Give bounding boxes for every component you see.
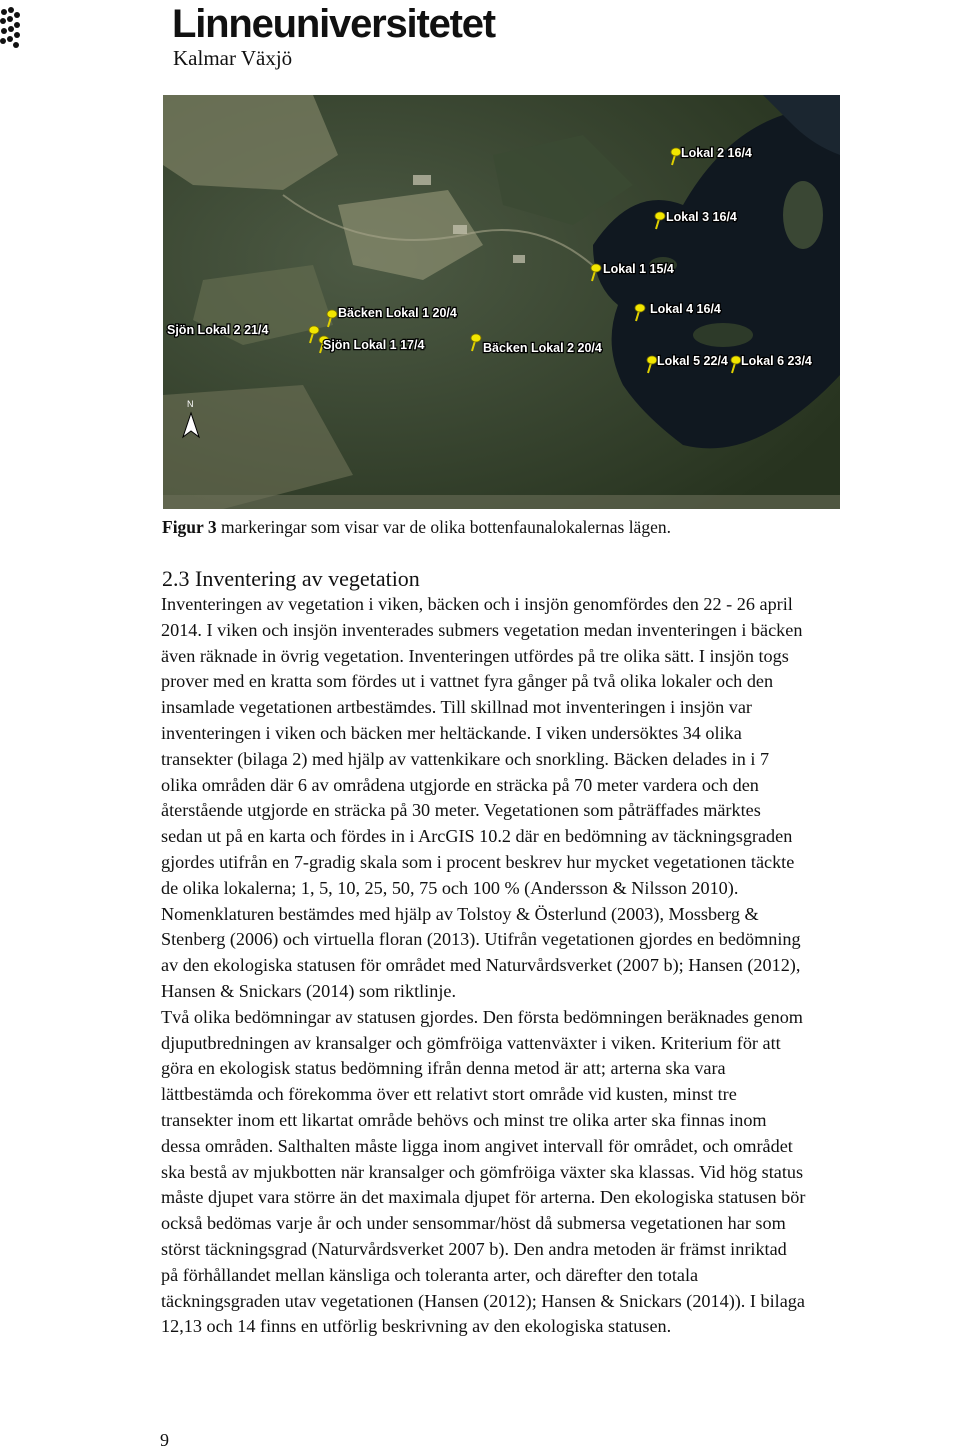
pushpin-icon xyxy=(671,148,681,156)
body-line: Nomenklaturen bestämdes med hjälp av Tolstoy & Österlund (2003), Mossberg & xyxy=(161,903,759,924)
body-line: Hansen & Snickars (2014) som riktlinje. xyxy=(161,980,456,1001)
body-line: 2014. I viken och insjön inventerades submers vegetation medan inventeringen i bäcken xyxy=(161,619,803,640)
body-line: även räknade in övrig vegetation. Inventeringen utfördes på tre olika sätt. I insjön togs xyxy=(161,645,789,666)
body-line: dessa områden. Salthalten måste ligga inom angivet intervall för området, och området xyxy=(161,1135,793,1156)
pushpin-icon xyxy=(471,334,481,342)
body-line: täckningsgraden utav vegetationen (Hansen (2012); Hansen & Snickars (2014)). I bilaga xyxy=(161,1290,805,1311)
body-line: inventeringen i viken och bäcken mer heltäckande. I viken undersöktes 34 olika xyxy=(161,722,742,743)
body-line: olika områden där 6 av områdena utgjorde en sträcka på 70 meter vardera och den xyxy=(161,774,759,795)
pushpin-icon xyxy=(655,212,665,220)
map-pin-label: Lokal 1 15/4 xyxy=(603,262,674,276)
pushpin-icon xyxy=(647,356,657,364)
body-line: måste djupet vara större än det maximala djupet för arterna. Den ekologiska statusen bör xyxy=(161,1187,806,1208)
pushpin-icon xyxy=(591,264,601,272)
satellite-map-figure xyxy=(163,95,840,509)
body-line: Stenberg (2006) och virtuella floran (2013). Utifrån vegetationen gjordes en bedömning xyxy=(161,929,801,950)
body-line: prover med en kratta som fördes ut i vattnet fyra gånger på två olika lokaler och den xyxy=(161,671,774,692)
map-pin-label: Lokal 2 16/4 xyxy=(681,146,752,160)
page-number: 9 xyxy=(160,1430,169,1450)
university-logo xyxy=(0,0,560,80)
map-pin-label: Lokal 5 22/4 xyxy=(657,354,728,368)
map-pin-label: Lokal 6 23/4 xyxy=(741,354,812,368)
body-line: återstående utgjorde en sträcka på 30 meter. Vegetationen som påträffades märktes xyxy=(161,800,761,821)
pushpin-icon xyxy=(731,356,741,364)
body-line: transekter inom ett likartat område behövs och minst tre olika arter ska finnas inom xyxy=(161,1109,767,1130)
map-pin-label: Lokal 4 16/4 xyxy=(650,302,721,316)
body-line: av den ekologiska statusen för området med Naturvårdsverket (2007 b); Hansen (2012), xyxy=(161,955,801,976)
map-pin-label: Lokal 3 16/4 xyxy=(666,210,737,224)
map-pin-label: Sjön Lokal 1 17/4 xyxy=(323,338,425,352)
body-line: transekter (bilaga 2) med hjälp av vattenkikare och snorkling. Bäcken delades in i 7 xyxy=(161,748,770,769)
body-line: ska bestå av mjukbotten när kransalger och gömfröiga växter ska klassas. Vid hög status xyxy=(161,1161,804,1182)
map-pin-label: Sjön Lokal 2 21/4 xyxy=(167,323,269,337)
logo-mark-icon xyxy=(0,6,22,52)
map-pin xyxy=(319,336,424,353)
figure-caption-text: markeringar som visar var de olika bottenfaunalokalernas lägen. xyxy=(216,517,671,537)
body-line: insamlade vegetationen artbestämdes. Till skillnad mot inventeringen i insjön var xyxy=(161,697,752,718)
body-line: sedan ut på en karta och fördes in i ArcGIS 10.2 där en bedömning av täckningsgraden xyxy=(161,826,793,847)
body-line: Två olika bedömningar av statusen gjordes. Den första bedömningen beräknades genom xyxy=(161,1006,803,1027)
svg-text:N: N xyxy=(187,399,194,409)
section-heading: 2.3 Inventering av vegetation xyxy=(162,566,420,591)
body-line: på förhållandet mellan känsliga och toleranta arter, och därefter den totala xyxy=(161,1264,699,1285)
pushpin-icon xyxy=(309,326,319,334)
pushpin-icon xyxy=(635,304,645,312)
pushpin-icon xyxy=(327,310,337,318)
body-line: också bedömas varje år och under sensommar/höst då submersa vegetationen har som xyxy=(161,1213,786,1234)
section-body xyxy=(161,592,960,1340)
map-image xyxy=(163,95,840,509)
body-line: gjordes utifrån en 7-gradig skala som i procent beskrev hur mycket vegetationen täckte xyxy=(161,851,795,872)
figure-caption-label: Figur 3 xyxy=(162,517,217,537)
logo-subtitle: Kalmar Växjö xyxy=(173,46,293,70)
map-pin-label: Bäcken Lokal 1 20/4 xyxy=(338,306,457,320)
body-line: Inventeringen av vegetation i viken, bäcken och i insjön genomfördes den 22 - 26 april xyxy=(161,594,793,614)
body-line: 12,13 och 14 finns en utförlig beskrivning av den ekologiska statusen. xyxy=(161,1316,672,1337)
figure-caption xyxy=(162,514,942,540)
body-line: lättbestämda och förekomma över ett relativt stort område vid kusten, minst tre xyxy=(161,1084,737,1105)
body-line: de olika lokalerna; 1, 5, 10, 25, 50, 75 och 100 % (Andersson & Nilsson 2010). xyxy=(161,877,739,898)
logo-name: Linneuniversitetet xyxy=(172,2,495,46)
body-line: göra en ekologisk status bedömning ifrån denna metod är att; arterna ska vara xyxy=(161,1058,726,1079)
body-line: störst täckningsgrad (Naturvårdsverket 2007 b). Den andra metoden är främst inriktad xyxy=(161,1238,787,1259)
body-line: djuputbredningen av kransalger och gömfröiga vattenväxter i viken. Kriterium för att xyxy=(161,1032,781,1053)
map-pin-label: Bäcken Lokal 2 20/4 xyxy=(483,341,602,355)
